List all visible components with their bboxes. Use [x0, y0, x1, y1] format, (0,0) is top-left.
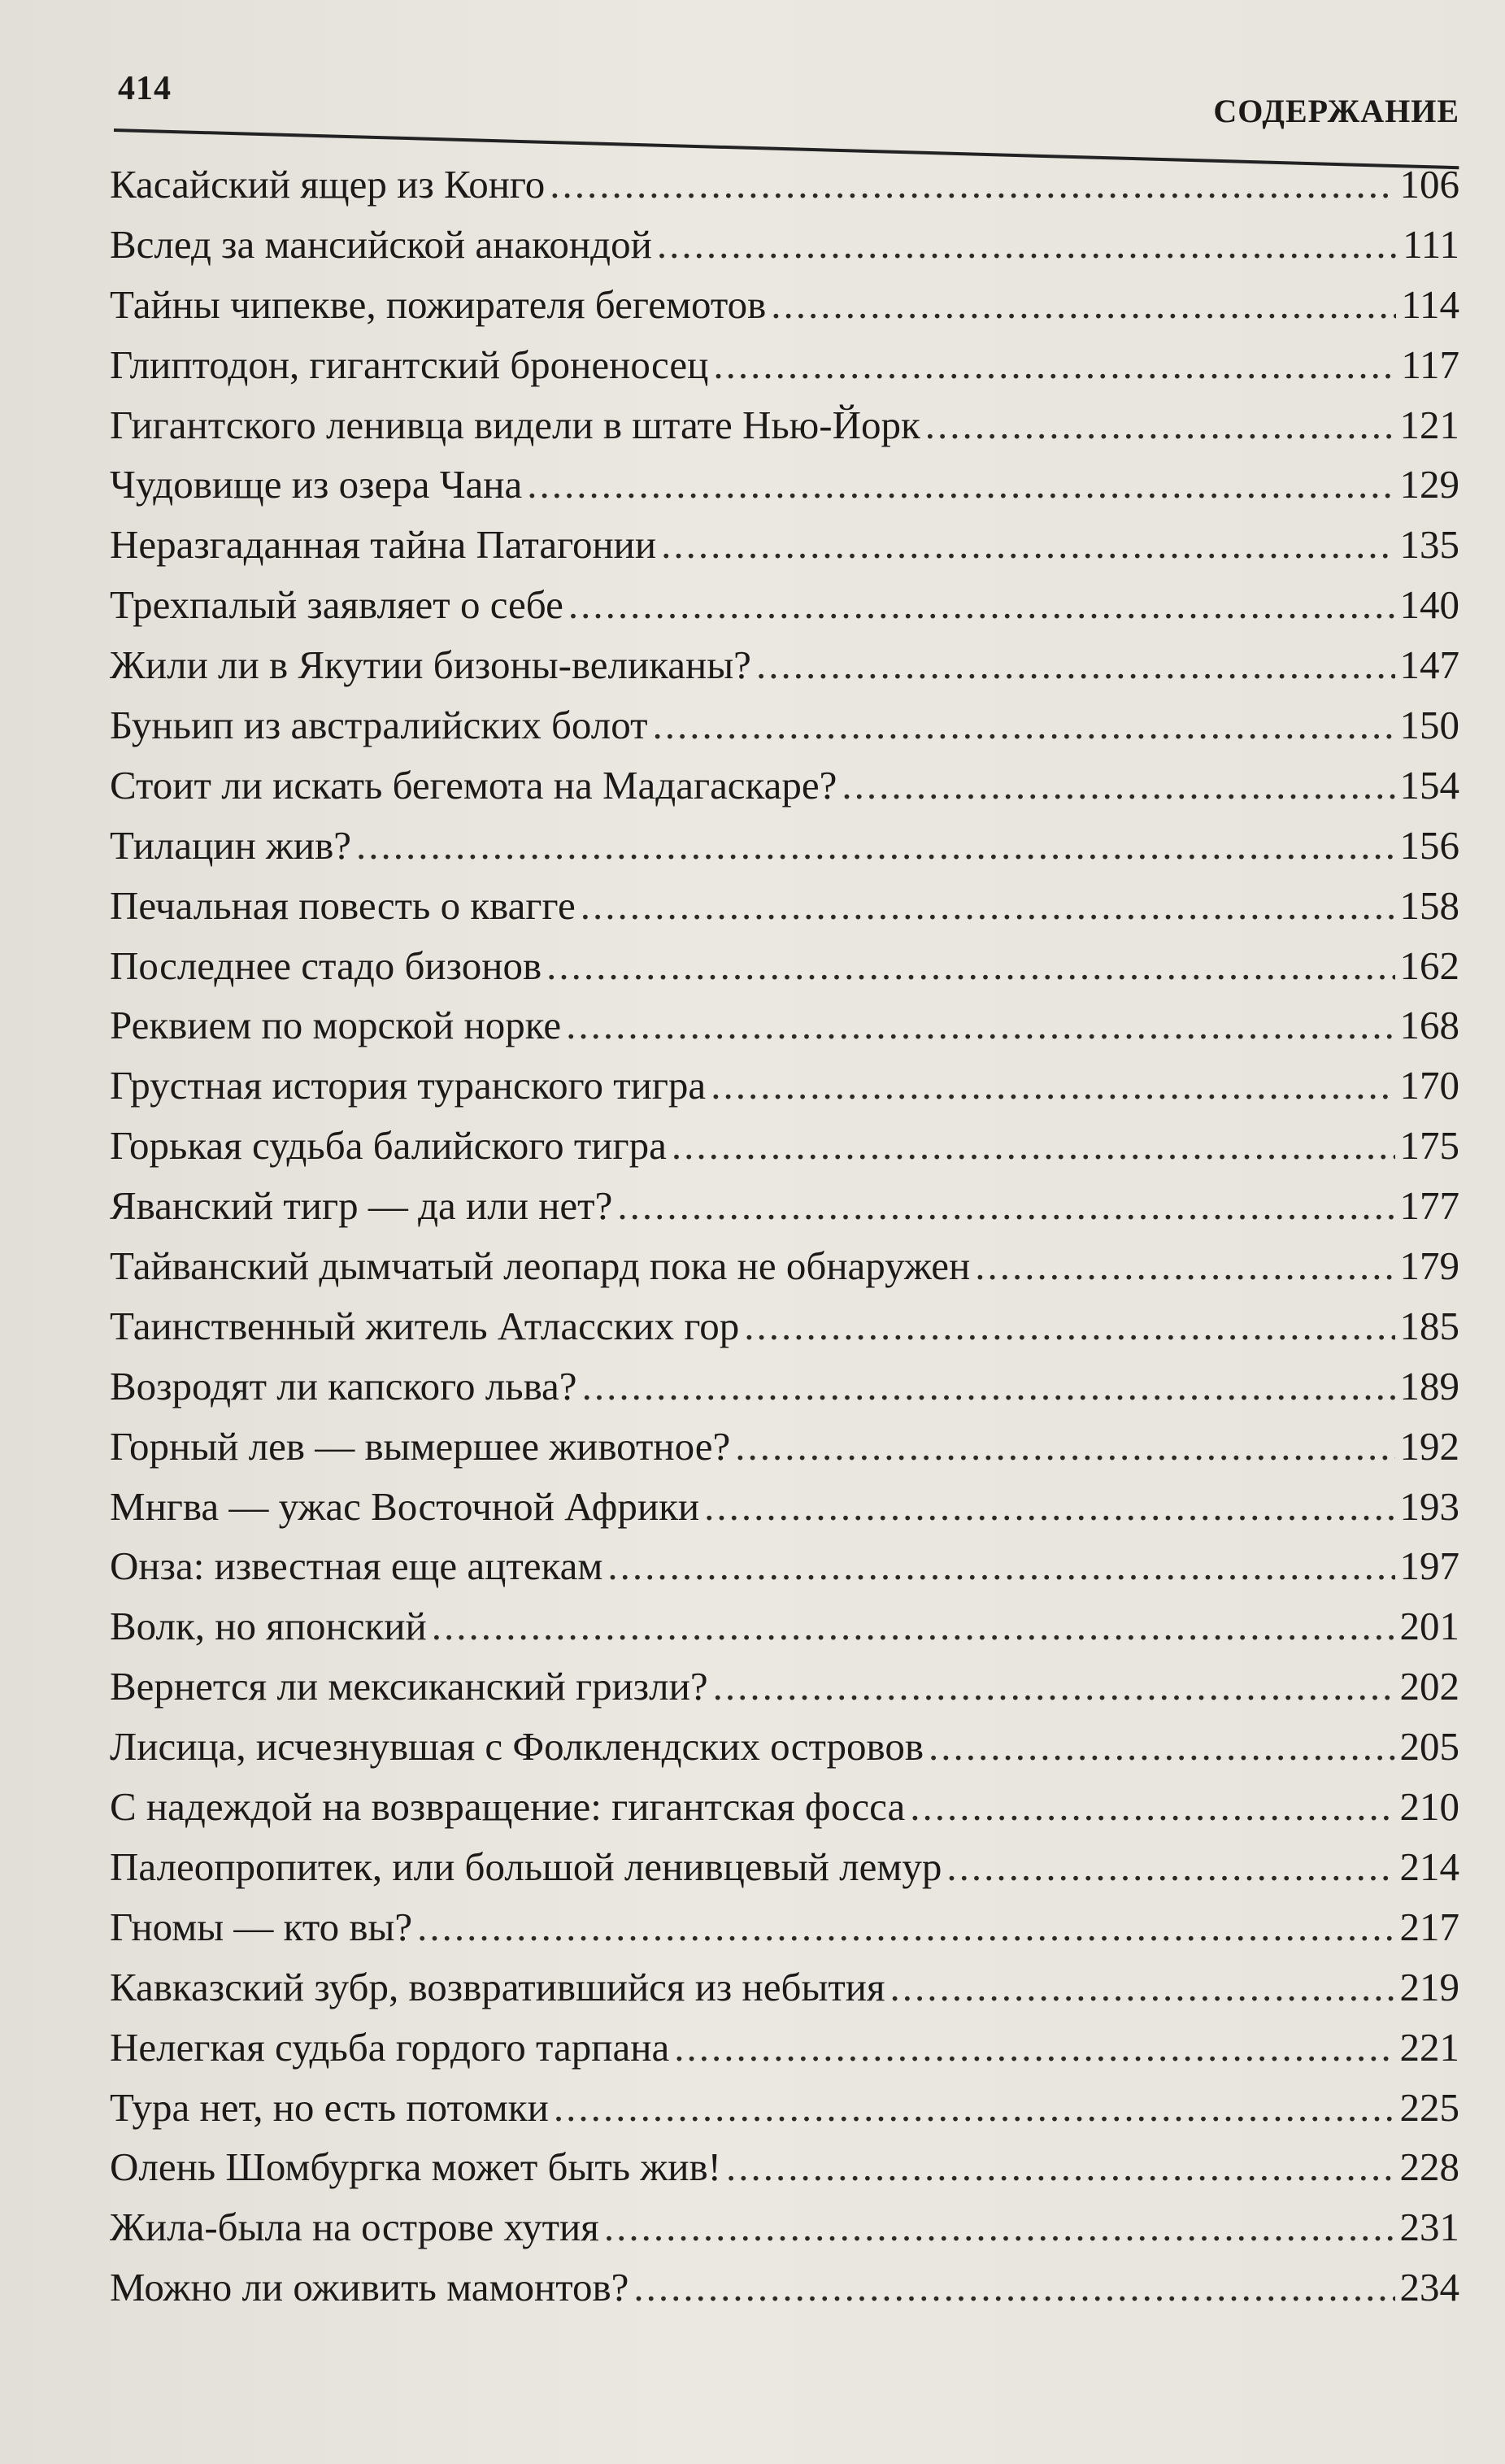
toc-entry-title: Онза: известная еще ацтекам — [110, 1543, 603, 1589]
toc-entry-page: 154 — [1399, 762, 1459, 808]
toc-entry — [110, 816, 1459, 876]
toc-entry — [110, 515, 1459, 575]
toc-entry-title: Печальная повесть о квагге — [110, 882, 576, 928]
toc-entry-page: 214 — [1399, 1844, 1459, 1889]
toc-entry-title: Таинственный житель Атласских гор — [110, 1303, 740, 1348]
toc-entry — [110, 695, 1459, 755]
toc-entry-page: 210 — [1399, 1784, 1459, 1830]
toc-entry-page: 231 — [1399, 2205, 1459, 2250]
dot-leader — [713, 335, 1396, 395]
toc-entry-page: 150 — [1399, 703, 1459, 748]
toc-entry-title: Волк, но японский — [110, 1604, 427, 1649]
toc-entry — [110, 755, 1459, 816]
toc-entry-page: 170 — [1399, 1063, 1459, 1108]
toc-entry-title: Палеопропитек, или большой ленивцевый лемур — [110, 1844, 942, 1889]
page-header — [118, 69, 1459, 134]
toc-entry-page: 121 — [1399, 402, 1459, 447]
dot-leader — [726, 2137, 1395, 2197]
dot-leader — [890, 1957, 1395, 2018]
toc-entry — [110, 2018, 1459, 2078]
toc-entry — [110, 395, 1459, 455]
dot-leader — [652, 695, 1394, 755]
toc-entry-page: 221 — [1399, 2024, 1459, 2070]
toc-entry-page: 158 — [1399, 882, 1459, 928]
toc-entry-page: 225 — [1399, 2084, 1459, 2130]
toc-entry — [110, 455, 1459, 515]
dot-leader — [711, 1056, 1394, 1116]
toc-entry — [110, 1777, 1459, 1837]
toc-entry — [110, 1536, 1459, 1596]
page-number: 414 — [118, 70, 172, 107]
toc-entry-page: 234 — [1399, 2265, 1459, 2310]
dot-leader — [582, 1356, 1395, 1417]
toc-entry-title: Стоит ли искать бегемота на Мадагаскаре? — [110, 762, 837, 808]
toc-entry-title: Реквием по морской норке — [110, 1003, 562, 1048]
table-of-contents — [110, 155, 1459, 2318]
toc-entry-title: Глиптодон, гигантский броненосец — [110, 342, 709, 387]
toc-entry — [110, 2137, 1459, 2197]
dot-leader — [432, 1596, 1395, 1656]
toc-entry-title: Лисица, исчезнувшая с Фолклендских островов — [110, 1724, 924, 1770]
dot-leader — [566, 995, 1394, 1056]
toc-entry-title: Буньип из австралийских болот — [110, 703, 648, 748]
toc-entry — [110, 1837, 1459, 1897]
toc-entry-title: Олень Шомбургка может быть жив! — [110, 2144, 721, 2190]
toc-entry-page: 185 — [1399, 1303, 1459, 1348]
toc-entry — [110, 1656, 1459, 1717]
toc-entry-page: 193 — [1399, 1483, 1459, 1529]
toc-entry-title: Тура нет, но есть потомки — [110, 2084, 549, 2130]
toc-entry-page: 129 — [1399, 462, 1459, 507]
toc-entry-page: 228 — [1399, 2144, 1459, 2190]
dot-leader — [713, 1656, 1395, 1717]
toc-entry-page: 202 — [1399, 1664, 1459, 1709]
toc-entry-page: 217 — [1399, 1904, 1459, 1949]
dot-leader — [356, 816, 1394, 876]
toc-entry-title: Мнгва — ужас Восточной Африки — [110, 1483, 700, 1529]
toc-entry-page: 192 — [1399, 1423, 1459, 1469]
toc-entry-title: Трехпалый заявляет о себе — [110, 582, 563, 628]
dot-leader — [910, 1777, 1394, 1837]
toc-entry-title: Горный лев — вымершее животное? — [110, 1423, 731, 1469]
toc-entry — [110, 1296, 1459, 1356]
toc-entry — [110, 1417, 1459, 1477]
dot-leader — [975, 1236, 1394, 1296]
toc-entry-page: 156 — [1399, 822, 1459, 868]
toc-entry — [110, 155, 1459, 215]
toc-entry — [110, 936, 1459, 996]
toc-entry-title: Чудовище из озера Чана — [110, 462, 523, 507]
dot-leader — [842, 755, 1394, 816]
toc-entry-page: 114 — [1401, 281, 1459, 327]
toc-entry-title: Неразгаданная тайна Патагонии — [110, 522, 657, 568]
toc-entry-title: С надеждой на возвращение: гигантская фосса — [110, 1784, 906, 1830]
toc-entry-page: 106 — [1399, 162, 1459, 207]
toc-entry — [110, 876, 1459, 936]
dot-leader — [672, 1116, 1395, 1176]
dot-leader — [756, 635, 1395, 695]
toc-entry-page: 201 — [1399, 1604, 1459, 1649]
dot-leader — [704, 1477, 1394, 1537]
toc-entry-page: 197 — [1399, 1543, 1459, 1589]
toc-entry-title: Тайны чипекве, пожирателя бегемотов — [110, 281, 767, 327]
dot-leader — [417, 1897, 1394, 1957]
toc-entry-title: Яванский тигр — да или нет? — [110, 1183, 613, 1229]
dot-leader — [929, 1717, 1395, 1777]
toc-entry — [110, 2197, 1459, 2257]
dot-leader — [633, 2257, 1394, 2318]
toc-entry-title: Нелегкая судьба гордого тарпана — [110, 2024, 670, 2070]
toc-entry-page: 175 — [1399, 1123, 1459, 1169]
toc-entry-title: Жила-была на острове хутия — [110, 2205, 599, 2250]
toc-entry — [110, 1477, 1459, 1537]
toc-entry-page: 189 — [1399, 1363, 1459, 1408]
toc-entry-page: 147 — [1399, 642, 1459, 688]
toc-entry — [110, 1056, 1459, 1116]
toc-entry — [110, 995, 1459, 1056]
toc-entry-title: Горькая судьба балийского тигра — [110, 1123, 667, 1169]
toc-entry-title: Последнее стадо бизонов — [110, 943, 542, 988]
dot-leader — [554, 2078, 1395, 2138]
dot-leader — [674, 2018, 1394, 2078]
toc-entry — [110, 335, 1459, 395]
dot-leader — [946, 1837, 1394, 1897]
toc-entry — [110, 1236, 1459, 1296]
toc-entry-title: Гигантского ленивца видели в штате Нью-Йорк — [110, 402, 920, 447]
dot-leader — [771, 275, 1396, 335]
toc-entry — [110, 1897, 1459, 1957]
dot-leader — [617, 1176, 1394, 1236]
dot-leader — [661, 515, 1394, 575]
dot-leader — [527, 455, 1394, 515]
toc-entry — [110, 1116, 1459, 1176]
dot-leader — [581, 876, 1395, 936]
toc-entry — [110, 275, 1459, 335]
toc-entry-title: Жили ли в Якутии бизоны-великаны? — [110, 642, 751, 688]
toc-entry-title: Касайский ящер из Конго — [110, 162, 546, 207]
toc-entry-page: 177 — [1399, 1183, 1459, 1229]
toc-entry — [110, 1596, 1459, 1656]
toc-entry — [110, 1356, 1459, 1417]
dot-leader — [550, 155, 1394, 215]
toc-entry-page: 111 — [1403, 221, 1459, 267]
toc-entry-title: Гномы — кто вы? — [110, 1904, 413, 1949]
toc-entry-title: Возродят ли капского льва? — [110, 1363, 577, 1408]
toc-entry-title: Тайванский дымчатый леопард пока не обнаружен — [110, 1243, 971, 1289]
toc-entry — [110, 1176, 1459, 1236]
dot-leader — [744, 1296, 1394, 1356]
dot-leader — [604, 2197, 1395, 2257]
toc-entry — [110, 1957, 1459, 2018]
running-title: СОДЕРЖАНИЕ — [1213, 93, 1459, 129]
toc-entry — [110, 215, 1459, 275]
toc-entry-title: Можно ли оживить мамонтов? — [110, 2265, 629, 2310]
dot-leader — [607, 1536, 1394, 1596]
toc-entry-title: Вслед за мансийской анакондой — [110, 221, 652, 267]
toc-entry — [110, 635, 1459, 695]
dot-leader — [568, 575, 1395, 635]
toc-entry-page: 219 — [1399, 1964, 1459, 2009]
toc-entry — [110, 2257, 1459, 2318]
toc-entry-page: 179 — [1399, 1243, 1459, 1289]
toc-entry-page: 205 — [1399, 1724, 1459, 1770]
toc-entry-page: 168 — [1399, 1003, 1459, 1048]
toc-entry-title: Кавказский зубр, возвратившийся из небытия — [110, 1964, 885, 2009]
toc-entry — [110, 575, 1459, 635]
dot-leader — [657, 215, 1398, 275]
toc-entry-page: 162 — [1399, 943, 1459, 988]
toc-entry-page: 117 — [1401, 342, 1459, 387]
dot-leader — [735, 1417, 1394, 1477]
toc-entry — [110, 1717, 1459, 1777]
dot-leader — [925, 395, 1395, 455]
toc-entry — [110, 2078, 1459, 2138]
toc-entry-title: Грустная история туранского тигра — [110, 1063, 707, 1108]
toc-entry-title: Тилацин жив? — [110, 822, 352, 868]
toc-entry-page: 135 — [1399, 522, 1459, 568]
dot-leader — [546, 936, 1394, 996]
toc-entry-title: Вернется ли мексиканский гризли? — [110, 1664, 708, 1709]
toc-entry-page: 140 — [1399, 582, 1459, 628]
